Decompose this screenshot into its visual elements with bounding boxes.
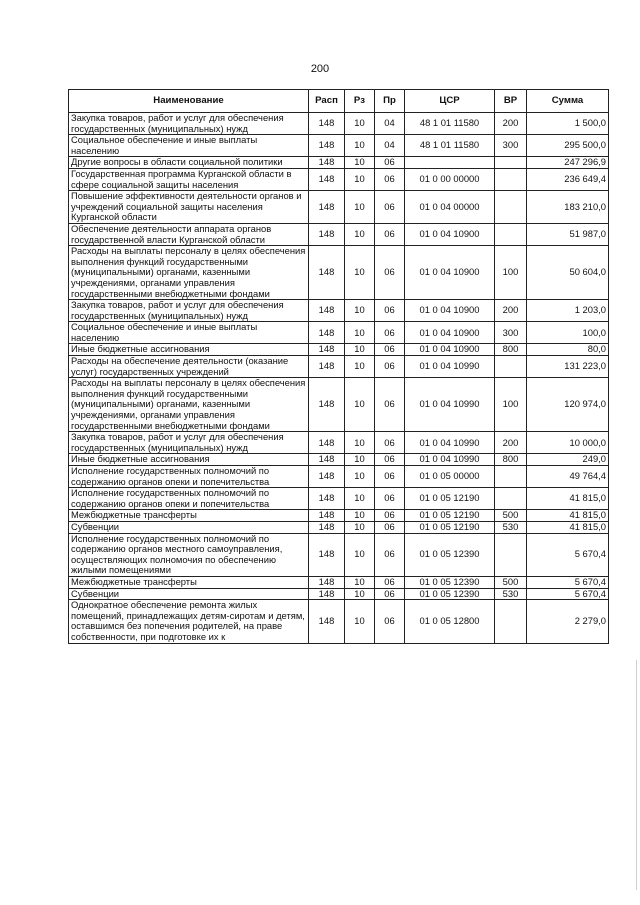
cell-rasp: 148 (309, 588, 345, 600)
cell-name: Повышение эффективности деятельности органов и учреждений социальной защиты населения Курганской области (69, 191, 309, 224)
cell-rz: 10 (345, 113, 375, 135)
cell-rasp: 148 (309, 488, 345, 510)
cell-csr: 01 0 04 10990 (405, 454, 495, 466)
cell-rz: 10 (345, 510, 375, 522)
cell-vr: 200 (495, 113, 527, 135)
cell-rasp: 148 (309, 113, 345, 135)
cell-sum: 120 974,0 (527, 378, 609, 432)
table-row (69, 521, 609, 533)
header-pr: Пр (375, 90, 405, 113)
cell-vr (495, 533, 527, 576)
cell-sum: 80,0 (527, 344, 609, 356)
table-row (69, 378, 609, 432)
page-number: 200 (310, 63, 330, 75)
cell-vr: 530 (495, 588, 527, 600)
table-header-row (69, 90, 609, 113)
cell-pr: 06 (375, 488, 405, 510)
table-row (69, 223, 609, 245)
table-row (69, 344, 609, 356)
table-row (69, 322, 609, 344)
cell-sum: 183 210,0 (527, 191, 609, 224)
cell-rz: 10 (345, 300, 375, 322)
cell-csr: 48 1 01 11580 (405, 113, 495, 135)
cell-name: Субвенции (69, 588, 309, 600)
cell-sum: 10 000,0 (527, 432, 609, 454)
cell-name: Исполнение государственных полномочий по содержанию органов опеки и попечительства (69, 488, 309, 510)
cell-name: Закупка товаров, работ и услуг для обеспечения государственных (муниципальных) нужд (69, 113, 309, 135)
cell-csr: 01 0 04 10990 (405, 356, 495, 378)
cell-name: Исполнение государственных полномочий по содержанию органов местного самоуправления, осуществляющих полномочия по обеспечению жилыми помещениями (69, 533, 309, 576)
cell-csr: 01 0 04 10990 (405, 432, 495, 454)
cell-sum: 100,0 (527, 322, 609, 344)
cell-vr: 200 (495, 300, 527, 322)
header-csr: ЦСР (405, 90, 495, 113)
cell-rasp: 148 (309, 300, 345, 322)
cell-sum: 247 296,9 (527, 157, 609, 169)
cell-vr (495, 488, 527, 510)
cell-csr (405, 157, 495, 169)
cell-rz: 10 (345, 356, 375, 378)
cell-rz: 10 (345, 223, 375, 245)
cell-rasp: 148 (309, 510, 345, 522)
cell-rz: 10 (345, 157, 375, 169)
cell-rz: 10 (345, 246, 375, 300)
cell-rasp: 148 (309, 322, 345, 344)
cell-rasp: 148 (309, 344, 345, 356)
cell-sum: 41 815,0 (527, 488, 609, 510)
header-name: Наименование (69, 90, 309, 113)
cell-pr: 06 (375, 356, 405, 378)
cell-vr: 800 (495, 454, 527, 466)
table-row (69, 168, 609, 190)
cell-rasp: 148 (309, 454, 345, 466)
cell-csr: 01 0 04 10900 (405, 300, 495, 322)
cell-rz: 10 (345, 466, 375, 488)
table-row (69, 588, 609, 600)
table-row (69, 454, 609, 466)
cell-name: Закупка товаров, работ и услуг для обеспечения государственных (муниципальных) нужд (69, 300, 309, 322)
cell-pr: 06 (375, 300, 405, 322)
cell-pr: 06 (375, 246, 405, 300)
cell-name: Другие вопросы в области социальной политики (69, 157, 309, 169)
cell-rasp: 148 (309, 576, 345, 588)
cell-vr: 200 (495, 432, 527, 454)
cell-rasp: 148 (309, 168, 345, 190)
cell-vr (495, 223, 527, 245)
cell-rasp: 148 (309, 466, 345, 488)
cell-name: Расходы на выплаты персоналу в целях обеспечения выполнения функций государственными (муниципальными) органами, казенными учреждениями, органами управления государственными внебюджетными фондами (69, 246, 309, 300)
cell-pr: 06 (375, 454, 405, 466)
header-rz: Рз (345, 90, 375, 113)
cell-pr: 06 (375, 510, 405, 522)
cell-pr: 06 (375, 223, 405, 245)
cell-sum: 1 203,0 (527, 300, 609, 322)
table-row (69, 488, 609, 510)
cell-sum: 5 670,4 (527, 588, 609, 600)
table-row (69, 135, 609, 157)
cell-vr (495, 191, 527, 224)
cell-csr: 01 0 05 12190 (405, 488, 495, 510)
cell-vr (495, 157, 527, 169)
cell-pr: 06 (375, 322, 405, 344)
cell-pr: 06 (375, 378, 405, 432)
cell-csr: 01 0 05 00000 (405, 466, 495, 488)
cell-csr: 48 1 01 11580 (405, 135, 495, 157)
cell-sum: 2 279,0 (527, 600, 609, 643)
cell-vr: 300 (495, 135, 527, 157)
cell-name: Закупка товаров, работ и услуг для обеспечения государственных (муниципальных) нужд (69, 432, 309, 454)
header-vr: ВР (495, 90, 527, 113)
cell-rz: 10 (345, 454, 375, 466)
cell-csr: 01 0 04 10990 (405, 378, 495, 432)
table-row (69, 300, 609, 322)
cell-name: Расходы на обеспечение деятельности (оказание услуг) государственных учреждений (69, 356, 309, 378)
scan-edge-line (636, 660, 637, 890)
cell-csr: 01 0 00 00000 (405, 168, 495, 190)
cell-csr: 01 0 05 12390 (405, 588, 495, 600)
cell-vr: 100 (495, 378, 527, 432)
cell-name: Социальное обеспечение и иные выплаты населению (69, 135, 309, 157)
cell-pr: 04 (375, 135, 405, 157)
table-row (69, 356, 609, 378)
cell-pr: 06 (375, 600, 405, 643)
cell-pr: 06 (375, 168, 405, 190)
cell-pr: 06 (375, 344, 405, 356)
cell-pr: 06 (375, 157, 405, 169)
cell-name: Исполнение государственных полномочий по содержанию органов опеки и попечительства (69, 466, 309, 488)
cell-rz: 10 (345, 344, 375, 356)
cell-csr: 01 0 04 10900 (405, 223, 495, 245)
cell-csr: 01 0 05 12800 (405, 600, 495, 643)
cell-sum: 295 500,0 (527, 135, 609, 157)
cell-name: Межбюджетные трансферты (69, 510, 309, 522)
cell-sum: 131 223,0 (527, 356, 609, 378)
table-row (69, 533, 609, 576)
cell-name: Расходы на выплаты персоналу в целях обеспечения выполнения функций государственными (муниципальными) органами, казенными учреждениями, органами управления государственными внебюджетными фондами (69, 378, 309, 432)
cell-rz: 10 (345, 521, 375, 533)
cell-pr: 06 (375, 588, 405, 600)
header-rasp: Расп (309, 90, 345, 113)
cell-rasp: 148 (309, 356, 345, 378)
cell-csr: 01 0 04 10900 (405, 344, 495, 356)
cell-csr: 01 0 04 10900 (405, 322, 495, 344)
cell-csr: 01 0 05 12390 (405, 533, 495, 576)
cell-rz: 10 (345, 588, 375, 600)
cell-rasp: 148 (309, 533, 345, 576)
cell-sum: 50 604,0 (527, 246, 609, 300)
cell-sum: 49 764,4 (527, 466, 609, 488)
table-row (69, 432, 609, 454)
cell-name: Межбюджетные трансферты (69, 576, 309, 588)
cell-sum: 5 670,4 (527, 576, 609, 588)
cell-vr: 300 (495, 322, 527, 344)
cell-name: Однократное обеспечение ремонта жилых помещений, принадлежащих детям-сиротам и детям, оставшимся без попечения родителей, на праве собственности, при подготовке их к (69, 600, 309, 643)
cell-csr: 01 0 05 12190 (405, 510, 495, 522)
cell-rasp: 148 (309, 246, 345, 300)
header-sum: Сумма (527, 90, 609, 113)
cell-name: Государственная программа Курганской области в сфере социальной защиты населения (69, 168, 309, 190)
cell-rasp: 148 (309, 135, 345, 157)
cell-pr: 06 (375, 521, 405, 533)
cell-pr: 06 (375, 576, 405, 588)
cell-rasp: 148 (309, 521, 345, 533)
table-row (69, 157, 609, 169)
cell-sum: 1 500,0 (527, 113, 609, 135)
cell-rz: 10 (345, 378, 375, 432)
cell-sum: 236 649,4 (527, 168, 609, 190)
cell-sum: 41 815,0 (527, 510, 609, 522)
table-row (69, 191, 609, 224)
cell-rz: 10 (345, 191, 375, 224)
cell-csr: 01 0 04 00000 (405, 191, 495, 224)
cell-rasp: 148 (309, 223, 345, 245)
cell-vr: 530 (495, 521, 527, 533)
cell-rz: 10 (345, 322, 375, 344)
cell-rasp: 148 (309, 157, 345, 169)
cell-rz: 10 (345, 533, 375, 576)
cell-csr: 01 0 04 10900 (405, 246, 495, 300)
cell-name: Иные бюджетные ассигнования (69, 344, 309, 356)
cell-name: Субвенции (69, 521, 309, 533)
cell-pr: 06 (375, 533, 405, 576)
cell-rz: 10 (345, 600, 375, 643)
cell-name: Социальное обеспечение и иные выплаты населению (69, 322, 309, 344)
cell-pr: 06 (375, 191, 405, 224)
cell-name: Иные бюджетные ассигнования (69, 454, 309, 466)
cell-sum: 5 670,4 (527, 533, 609, 576)
cell-rz: 10 (345, 135, 375, 157)
cell-sum: 51 987,0 (527, 223, 609, 245)
cell-rasp: 148 (309, 432, 345, 454)
cell-csr: 01 0 05 12190 (405, 521, 495, 533)
table-row (69, 576, 609, 588)
cell-name: Обеспечение деятельности аппарата органов государственной власти Курганской области (69, 223, 309, 245)
cell-vr: 500 (495, 510, 527, 522)
cell-pr: 06 (375, 466, 405, 488)
cell-sum: 41 815,0 (527, 521, 609, 533)
table-row (69, 113, 609, 135)
table-row (69, 246, 609, 300)
cell-csr: 01 0 05 12390 (405, 576, 495, 588)
cell-pr: 04 (375, 113, 405, 135)
cell-rz: 10 (345, 432, 375, 454)
cell-rasp: 148 (309, 191, 345, 224)
cell-vr (495, 356, 527, 378)
cell-vr: 800 (495, 344, 527, 356)
cell-pr: 06 (375, 432, 405, 454)
cell-vr: 500 (495, 576, 527, 588)
cell-vr: 100 (495, 246, 527, 300)
cell-rasp: 148 (309, 378, 345, 432)
cell-vr (495, 600, 527, 643)
cell-vr (495, 466, 527, 488)
cell-rz: 10 (345, 488, 375, 510)
table-row (69, 600, 609, 643)
cell-vr (495, 168, 527, 190)
budget-table (68, 89, 609, 644)
cell-sum: 249,0 (527, 454, 609, 466)
cell-rz: 10 (345, 576, 375, 588)
table-row (69, 510, 609, 522)
table-row (69, 466, 609, 488)
cell-rz: 10 (345, 168, 375, 190)
cell-rasp: 148 (309, 600, 345, 643)
